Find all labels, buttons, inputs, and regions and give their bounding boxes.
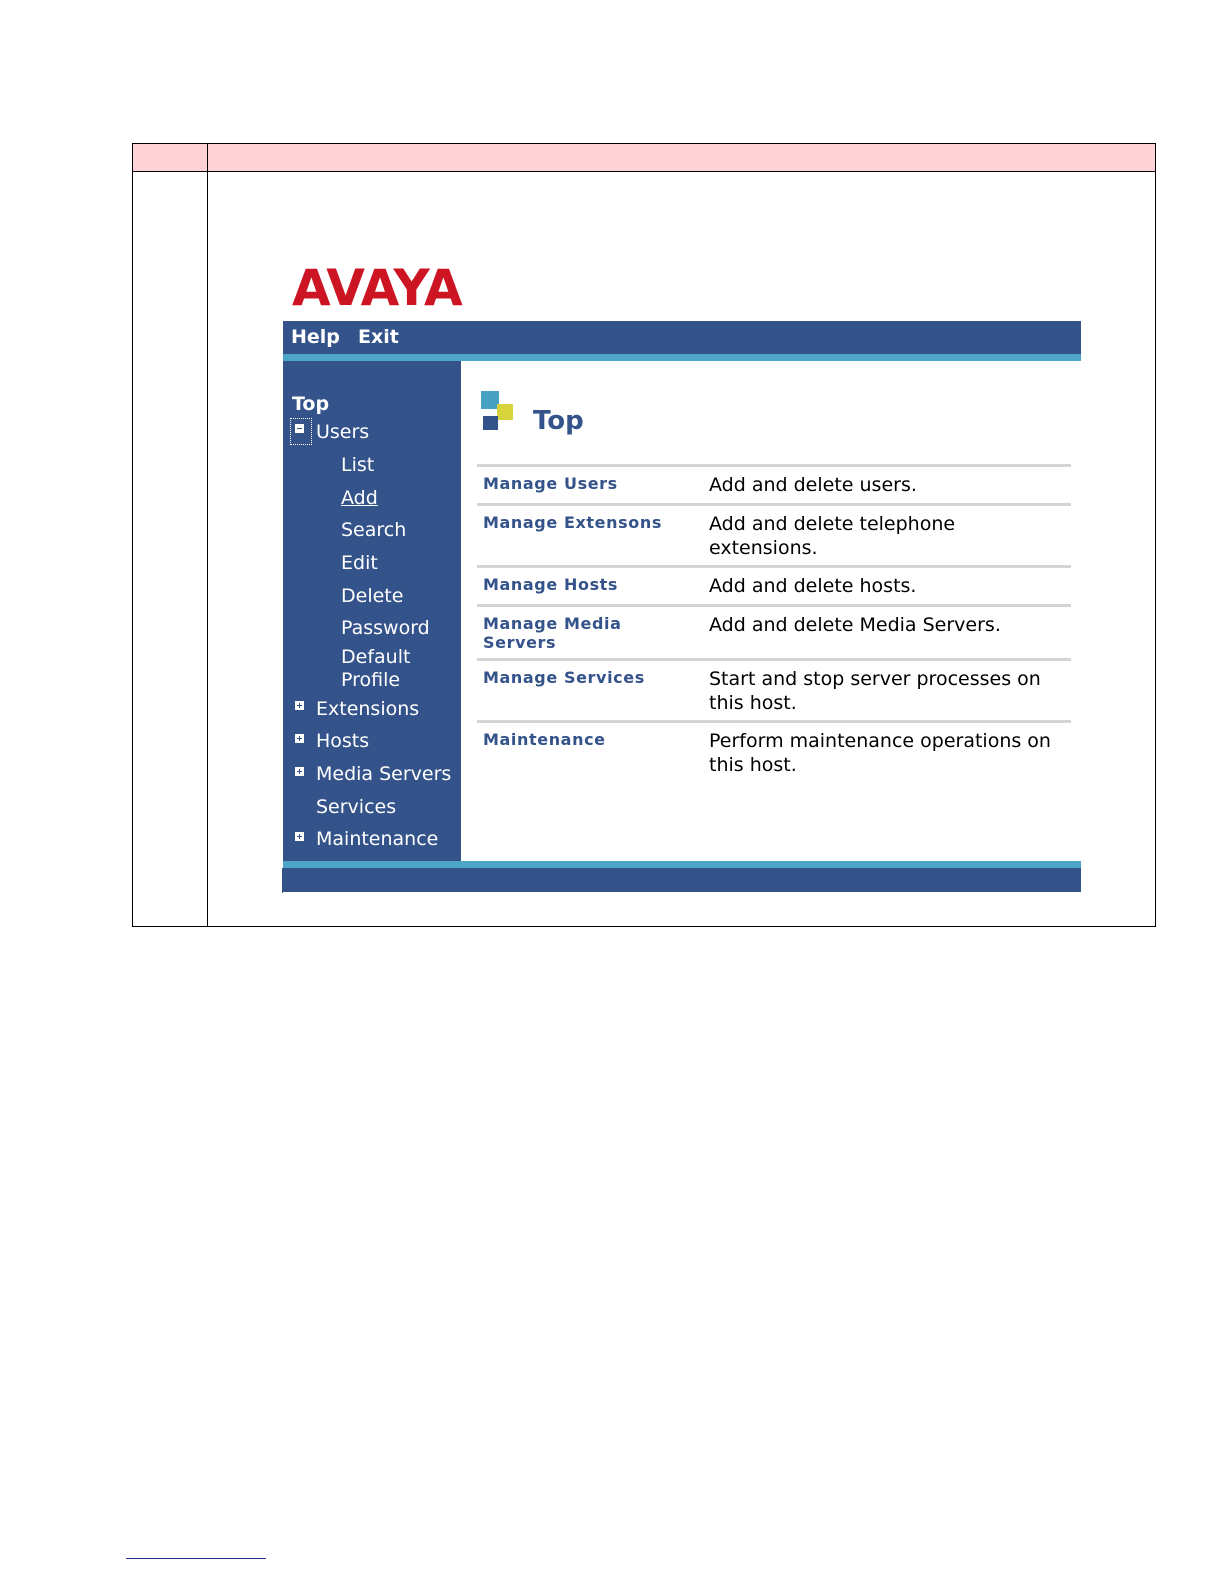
footnote-rule [126, 1558, 266, 1559]
collapse-icon[interactable] [295, 424, 304, 433]
footer-stripe [283, 861, 1081, 868]
avaya-logo: AVAYA [292, 259, 462, 317]
manage-services-link[interactable]: Manage Services [483, 668, 645, 687]
expand-icon[interactable] [295, 767, 304, 776]
footer-edge [282, 868, 283, 893]
manage-users-link[interactable]: Manage Users [483, 474, 618, 493]
table-column-divider [207, 144, 208, 926]
manage-media-servers-desc: Add and delete Media Servers. [709, 614, 1001, 636]
manage-media-servers-link-line1[interactable]: Manage Media [483, 614, 622, 633]
manage-users-desc: Add and delete users. [709, 474, 917, 496]
row-divider [477, 503, 1071, 506]
page-title: Top [533, 406, 584, 436]
sidebar-item-list[interactable]: List [341, 454, 375, 476]
row-divider [477, 658, 1071, 661]
manage-hosts-link[interactable]: Manage Hosts [483, 575, 619, 594]
sidebar-item-hosts[interactable]: Hosts [316, 730, 370, 752]
help-menu[interactable]: Help [291, 326, 340, 348]
manage-extensions-desc-line1: Add and delete telephone [709, 513, 956, 535]
sidebar-item-add[interactable]: Add [341, 487, 378, 509]
sidebar-item-password[interactable]: Password [341, 617, 430, 639]
app-window [283, 321, 1081, 893]
row-divider [477, 464, 1071, 467]
footer-bar [283, 868, 1081, 892]
table-header-row [133, 144, 1155, 172]
maintenance-desc-line1: Perform maintenance operations on [709, 730, 1051, 752]
main-content [461, 361, 1081, 861]
sidebar-item-media-servers[interactable]: Media Servers [316, 763, 452, 785]
sidebar-item-edit[interactable]: Edit [341, 552, 378, 574]
row-divider [477, 720, 1071, 723]
expand-icon[interactable] [295, 734, 304, 743]
row-divider [477, 604, 1071, 607]
maintenance-link[interactable]: Maintenance [483, 730, 606, 749]
menubar [283, 321, 1081, 354]
manage-hosts-desc: Add and delete hosts. [709, 575, 917, 597]
expand-icon[interactable] [295, 832, 304, 841]
manage-extensions-desc-line2: extensions. [709, 537, 818, 559]
sidebar-item-search[interactable]: Search [341, 519, 407, 541]
expand-icon[interactable] [295, 701, 304, 710]
sidebar-item-default[interactable]: Default [341, 646, 411, 668]
menubar-stripe [283, 354, 1081, 361]
maintenance-desc-line2: this host. [709, 754, 797, 776]
sidebar-item-extensions[interactable]: Extensions [316, 698, 420, 720]
exit-menu[interactable]: Exit [358, 326, 399, 348]
sidebar-item-maintenance[interactable]: Maintenance [316, 828, 439, 850]
sidebar-item-top[interactable]: Top [292, 393, 330, 415]
sidebar-nav [283, 361, 461, 861]
manage-media-servers-link-line2[interactable]: Servers [483, 633, 557, 652]
manage-services-desc-line1: Start and stop server processes on [709, 668, 1041, 690]
sidebar-item-profile[interactable]: Profile [341, 669, 401, 691]
page-icon [481, 391, 515, 433]
sidebar-item-users[interactable]: Users [316, 421, 370, 443]
manage-extensions-link[interactable]: Manage Extensons [483, 513, 662, 532]
row-divider [477, 565, 1071, 568]
sidebar-item-delete[interactable]: Delete [341, 585, 404, 607]
manage-services-desc-line2: this host. [709, 692, 797, 714]
sidebar-item-services[interactable]: Services [316, 796, 397, 818]
